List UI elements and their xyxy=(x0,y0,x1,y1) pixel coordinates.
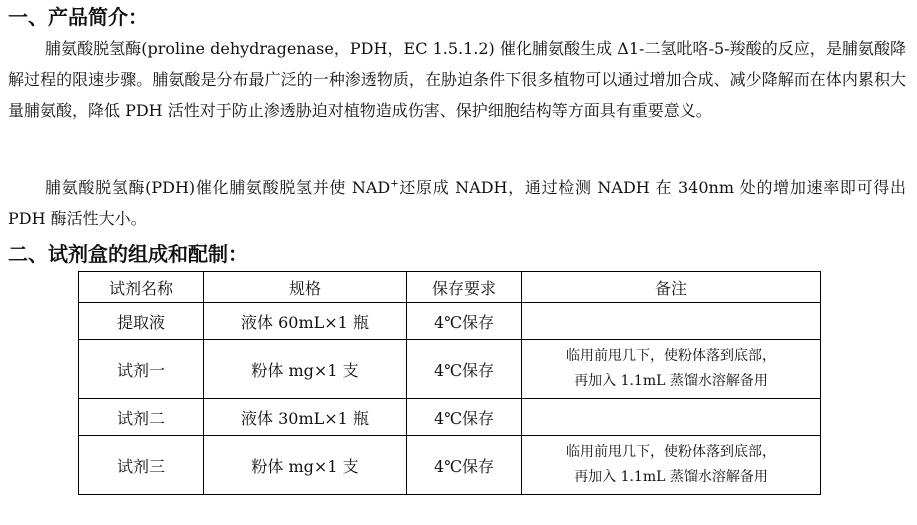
intro-paragraph-2 xyxy=(8,172,906,234)
cell-spec: 粉体 mg×1 支 xyxy=(204,340,407,399)
table-header-row xyxy=(79,272,821,303)
cell-storage: 4℃保存 xyxy=(407,436,522,495)
cell-name: 试剂三 xyxy=(79,436,204,495)
section-heading-kit: 二、试剂盒的组成和配制： xyxy=(8,242,248,266)
header-storage: 保存要求 xyxy=(407,272,522,303)
cell-note xyxy=(522,303,821,340)
para2-text-before: 脯氨酸脱氢酶(PDH)催化脯氨酸脱氢并使 NAD xyxy=(45,178,391,197)
cell-spec: 液体 30mL×1 瓶 xyxy=(204,399,407,436)
note-line-2: 再加入 1.1mL 蒸馏水溶解备用 xyxy=(574,373,768,389)
table-row xyxy=(79,436,821,495)
cell-name: 试剂一 xyxy=(79,340,204,399)
header-name: 试剂名称 xyxy=(79,272,204,303)
cell-storage: 4℃保存 xyxy=(407,340,522,399)
cell-note xyxy=(522,340,821,399)
header-spec: 规格 xyxy=(204,272,407,303)
cell-storage: 4℃保存 xyxy=(407,303,522,340)
cell-spec: 粉体 mg×1 支 xyxy=(204,436,407,495)
para2-superscript: + xyxy=(390,178,399,190)
cell-name: 提取液 xyxy=(79,303,204,340)
intro-paragraph-1: 脯氨酸脱氢酶(proline dehydragenase，PDH，EC 1.5.1.2) 催化脯氨酸生成 Δ1-二氢吡咯-5-羧酸的反应，是脯氨酸降解过程的限速步骤。脯氨酸是分布最广泛的一种渗透物质，在胁迫条件下很多植物可以通过增加合成、减少降解而在体内累积大量脯氨酸，降低 PDH 活性对于防止渗透胁迫对植物造成伤害、保护细胞结构等方面具有重要意义。 xyxy=(8,39,906,120)
table-row xyxy=(79,303,821,340)
cell-spec: 液体 60mL×1 瓶 xyxy=(204,303,407,340)
header-note: 备注 xyxy=(522,272,821,303)
cell-note xyxy=(522,436,821,495)
note-line-1: 临用前甩几下，使粉体落到底部， xyxy=(566,444,776,460)
note-line-2: 再加入 1.1mL 蒸馏水溶解备用 xyxy=(574,469,768,485)
note-line-1: 临用前甩几下，使粉体落到底部， xyxy=(566,348,776,364)
table-row xyxy=(79,399,821,436)
reagent-table xyxy=(78,271,821,495)
cell-storage: 4℃保存 xyxy=(407,399,522,436)
section-heading-intro: 一、产品简介： xyxy=(8,5,148,29)
para2-text-after: 还原成 NADH，通过检测 NADH 在 340nm 处的增加速率即可得出 PDH 酶活性大小。 xyxy=(8,178,906,228)
table-row xyxy=(79,340,821,399)
cell-name: 试剂二 xyxy=(79,399,204,436)
cell-note xyxy=(522,399,821,436)
